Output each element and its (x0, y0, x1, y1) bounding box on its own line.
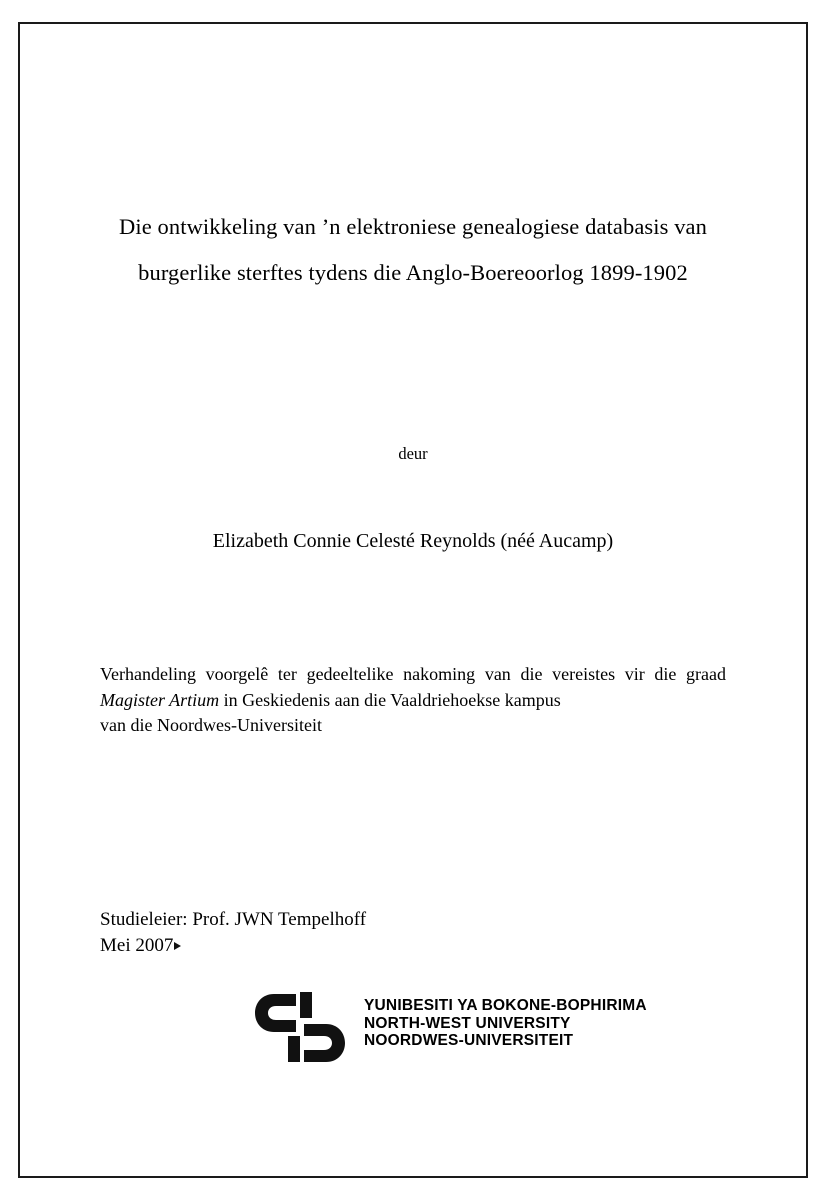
statement-part-2: in Geskiedenis aan die Vaaldriehoekse kampus (219, 689, 561, 710)
logo-text-line-3: NOORDWES-UNIVERSITEIT (364, 1032, 574, 1049)
statement-part-3: van die Noordwes-Universiteit (100, 715, 322, 735)
by-word: deur (398, 444, 428, 463)
degree-name: Magister Artium (100, 689, 220, 710)
page-content (96, 22, 730, 1178)
title-line-2: burgerlike sterftes tydens die Anglo-Boereoorlog 1899-1902 (138, 260, 688, 285)
logo-mark-icon (254, 992, 359, 1064)
supervisor-line: Studieleier: Prof. JWN Tempelhoff (100, 909, 367, 930)
author-name: Elizabeth Connie Celesté Reynolds (néé Aucamp) (212, 530, 614, 552)
logo-text-line-1: YUNIBESITI YA BOKONE-BOPHIRIMA (364, 997, 647, 1014)
date-line (100, 933, 181, 959)
logo-text (364, 997, 647, 1050)
degree-statement (100, 662, 726, 739)
university-logo (254, 990, 647, 1068)
page-title (96, 204, 730, 296)
statement-part-1: Verhandeling voorgelê ter gedeeltelike nakoming van die vereistes vir die graad (100, 664, 726, 684)
supervisor-block (100, 907, 726, 959)
logo-text-line-2: NORTH-WEST UNIVERSITY (364, 1014, 571, 1032)
degree-statement-paragraph (100, 662, 726, 713)
date-text: Mei 2007 (100, 935, 174, 956)
date-mark-icon (174, 942, 181, 950)
title-line-1: Die ontwikkeling van ’n elektroniese genealogiese databasis van (119, 214, 707, 239)
